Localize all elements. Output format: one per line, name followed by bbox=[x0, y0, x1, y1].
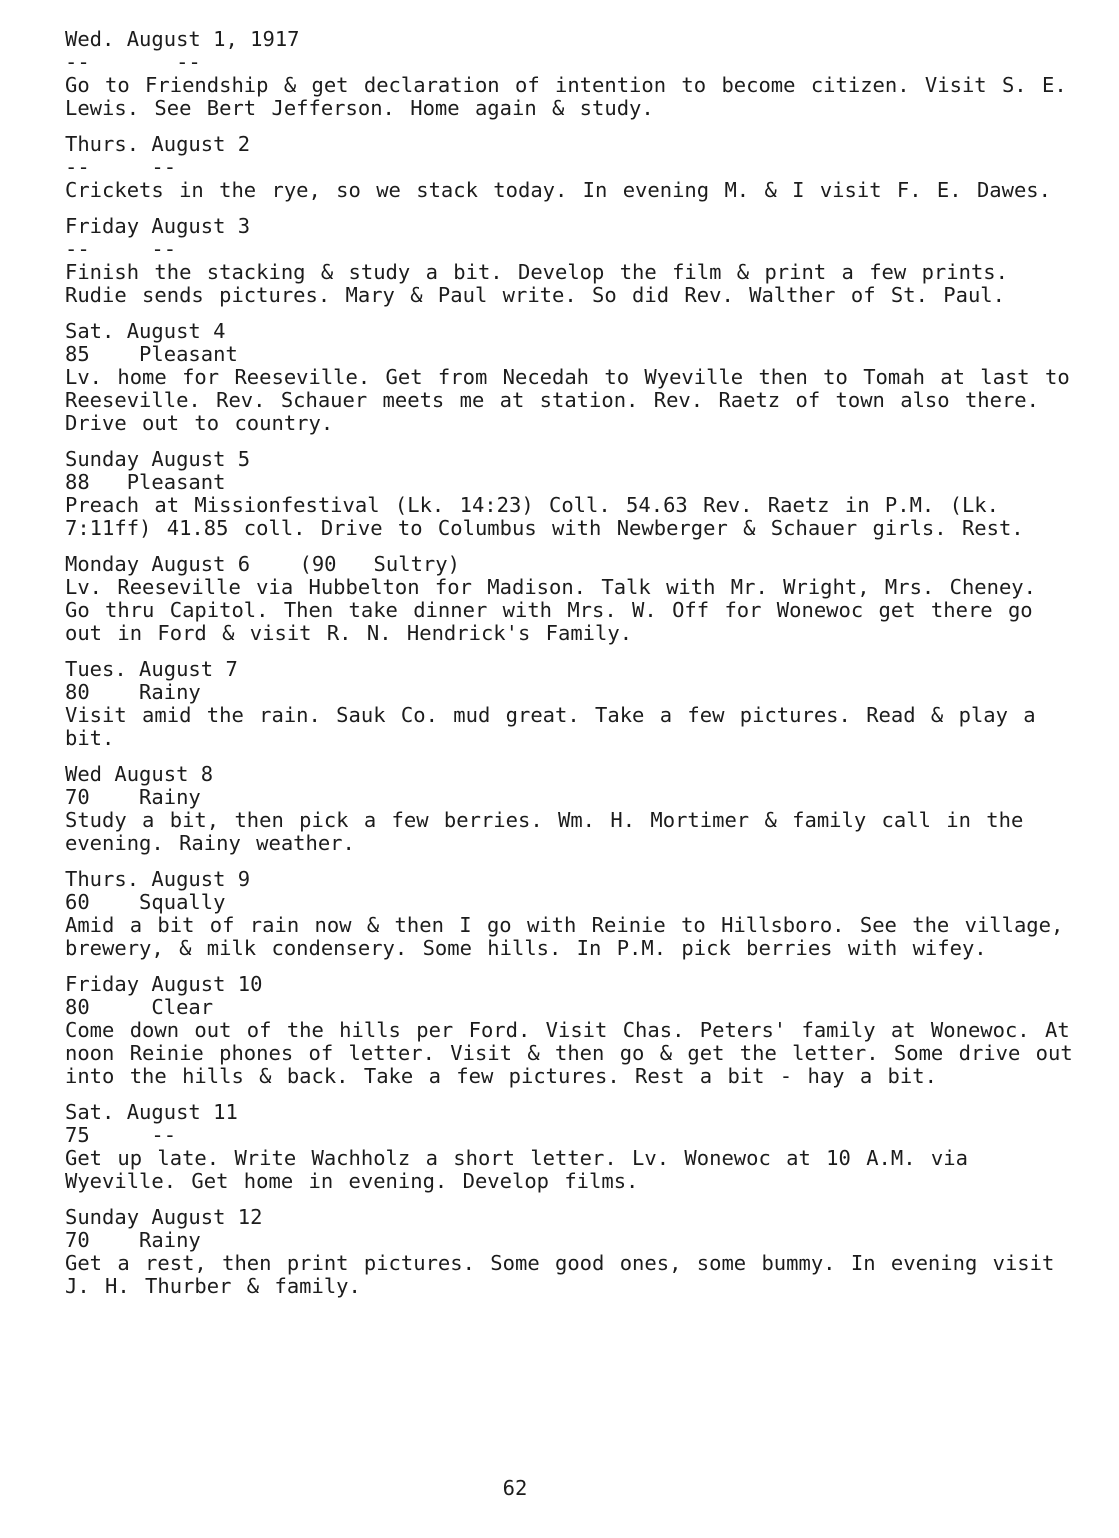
entry-date: Wed. August 1, 1917 bbox=[65, 27, 300, 51]
entry-weather: 85 Pleasant bbox=[65, 342, 238, 366]
entry-date: Monday August 6 (90 Sultry) bbox=[65, 552, 460, 576]
entry-weather: 75 -- bbox=[65, 1123, 177, 1147]
diary-entry bbox=[65, 28, 1075, 120]
entry-text: Study a bit, then pick a few berries. Wm. H. Mortimer & family call in the evening. Rainy weather. bbox=[65, 808, 1024, 855]
entry-text: Preach at Missionfestival (Lk. 14:23) Coll. 54.63 Rev. Raetz in P.M. (Lk. 7:11ff) 41.85 coll. Drive to Columbus with Newberger & Schauer girls. Rest. bbox=[65, 493, 1024, 540]
entry-weather: -- -- bbox=[65, 237, 177, 261]
entry-text: Get up late. Write Wachholz a short letter. Lv. Wonewoc at 10 A.M. via Wyeville. Get home in evening. Develop films. bbox=[65, 1146, 968, 1193]
entry-weather: -- -- bbox=[65, 50, 201, 74]
entry-date: Thurs. August 9 bbox=[65, 867, 251, 891]
diary-entry bbox=[65, 763, 1075, 855]
entry-weather: 80 Rainy bbox=[65, 680, 201, 704]
diary-entry bbox=[65, 320, 1075, 435]
entry-date: Thurs. August 2 bbox=[65, 132, 251, 156]
entry-weather: 70 Rainy bbox=[65, 1228, 201, 1252]
diary-entries bbox=[65, 28, 1075, 1311]
entry-text: Visit amid the rain. Sauk Co. mud great. Take a few pictures. Read & play a bit. bbox=[65, 703, 1036, 750]
entry-weather: 70 Rainy bbox=[65, 785, 201, 809]
diary-entry bbox=[65, 448, 1075, 540]
diary-entry bbox=[65, 973, 1075, 1088]
page-number: 62 bbox=[502, 1476, 528, 1500]
entry-date: Wed August 8 bbox=[65, 762, 214, 786]
diary-entry bbox=[65, 1101, 1075, 1193]
entry-weather: 88 Pleasant bbox=[65, 470, 226, 494]
entry-date: Tues. August 7 bbox=[65, 657, 238, 681]
entry-weather: 80 Clear bbox=[65, 995, 214, 1019]
entry-weather: 60 Squally bbox=[65, 890, 226, 914]
entry-text: Lv. home for Reeseville. Get from Necedah to Wyeville then to Tomah at last to Reeseville. Rev. Schauer meets me at station. Rev. Raetz of town also there. Drive out to country. bbox=[65, 365, 1070, 435]
diary-entry bbox=[65, 553, 1075, 645]
entry-text: Finish the stacking & study a bit. Develop the film & print a few prints. Rudie sends pictures. Mary & Paul write. So did Rev. Walther of St. Paul. bbox=[65, 260, 1008, 307]
entry-text: Amid a bit of rain now & then I go with Reinie to Hillsboro. See the village, brewery, & milk condensery. Some hills. In P.M. pick berries with wifey. bbox=[65, 913, 1064, 960]
entry-text: Get a rest, then print pictures. Some good ones, some bummy. In evening visit J. H. Thurber & family. bbox=[65, 1251, 1055, 1298]
entry-date: Sat. August 4 bbox=[65, 319, 226, 343]
entry-date: Sat. August 11 bbox=[65, 1100, 238, 1124]
entry-text: Crickets in the rye, so we stack today. In evening M. & I visit F. E. Dawes. bbox=[65, 178, 1051, 202]
diary-entry bbox=[65, 868, 1075, 960]
entry-text: Go to Friendship & get declaration of intention to become citizen. Visit S. E. Lewis. See Bert Jefferson. Home again & study. bbox=[65, 73, 1067, 120]
entry-text: Come down out of the hills per Ford. Visit Chas. Peters' family at Wonewoc. At noon Reinie phones of letter. Visit & then go & get the letter. Some drive out into the hills & back. Take a few pictures. Rest a bit - hay a bit. bbox=[65, 1018, 1073, 1088]
entry-date: Friday August 10 bbox=[65, 972, 263, 996]
diary-entry bbox=[65, 658, 1075, 750]
entry-date: Sunday August 12 bbox=[65, 1205, 263, 1229]
diary-entry bbox=[65, 1206, 1075, 1298]
entry-weather: -- -- bbox=[65, 155, 177, 179]
entry-text: Lv. Reeseville via Hubbelton for Madison. Talk with Mr. Wright, Mrs. Cheney. Go thru Capitol. Then take dinner with Mrs. W. Off for Wonewoc get there go out in Ford & visit R. N. Hendrick's Family. bbox=[65, 575, 1036, 645]
entry-date: Sunday August 5 bbox=[65, 447, 251, 471]
diary-entry bbox=[65, 215, 1075, 307]
diary-entry bbox=[65, 133, 1075, 202]
entry-date: Friday August 3 bbox=[65, 214, 251, 238]
